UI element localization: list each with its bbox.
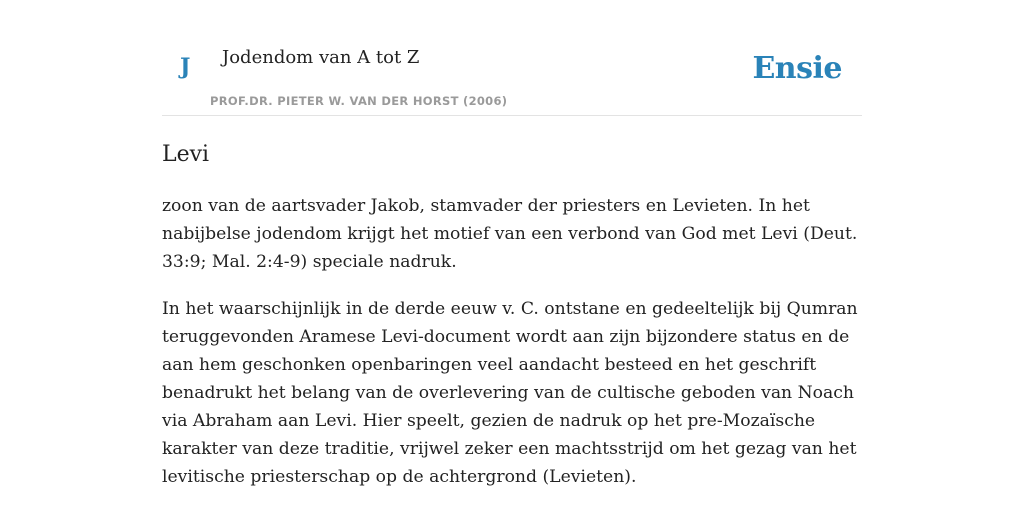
book-author: PROF.DR. PIETER W. VAN DER HORST (2006) [210,94,508,108]
entry-title: Levi [162,142,210,167]
book-logo-letter[interactable]: J [180,54,191,80]
book-title-link[interactable]: Jodendom van A tot Z [222,47,420,68]
entry-body [162,192,862,510]
ensie-logo[interactable]: Ensie [752,51,842,86]
entry-paragraph: zoon van de aartsvader Jakob, stamvader der priesters en Levieten. In het nabijbelse jodendom krijgt het motief van een verbond van God met Levi (Deut. 33:9; Mal. 2:4-9) speciale nadruk. [162,196,858,272]
entry-paragraph: In het waarschijnlijk in de derde eeuw v. C. ontstane en gedeeltelijk bij Qumran teruggevonden Aramese Levi-document wordt aan zijn bijzondere status en de aan hem geschonken openbaringen veel aandacht besteed en het geschrift benadrukt het belang van de overlevering van de cultische geboden van Noach via Abraham aan Levi. Hier speelt, gezien de nadruk op het pre-Mozaïsche karakter van deze traditie, vrijwel zeker een machtsstrijd om het gezag van het levitische priesterschap op de achtergrond (Levieten). [162,299,858,487]
book-header [162,0,862,116]
